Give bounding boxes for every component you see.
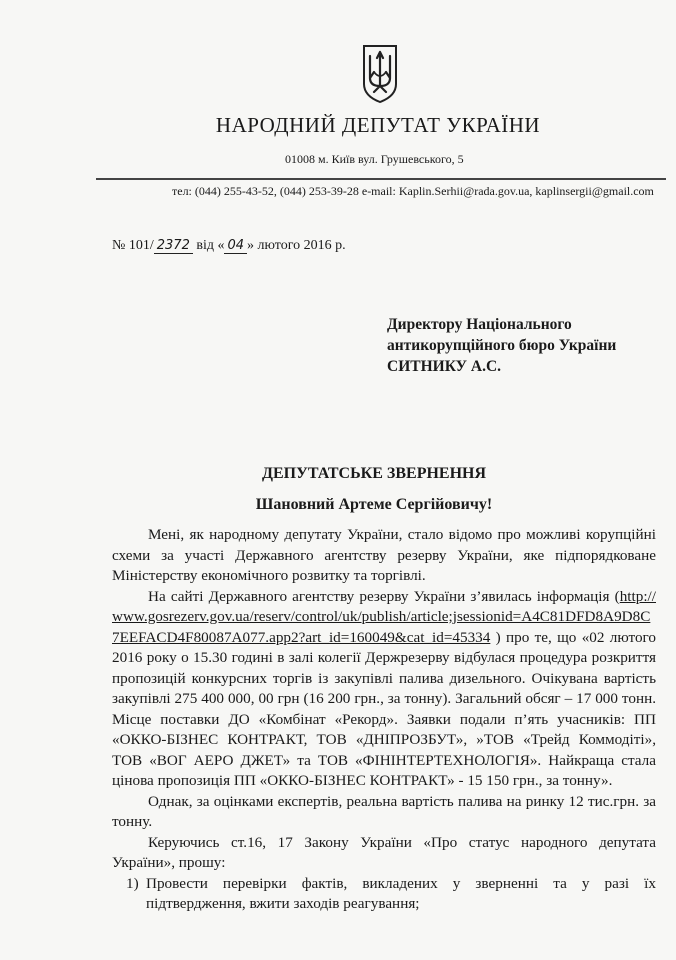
paragraph-text: ) про те, що «02 лютого 2016 року о 15.30 годині в залі колегії Держрезерву відбулася процедура розкриття пропозицій конкурсних торгів із закупівлі палива дизельного. Очікувана вартість закупівлі 275 400 000, 00 грн (16 200 грн., за тонну). Загальний обсяг – 17 000 тонн. Місце поставки ДО «Комбінат «Рекорд». Заявки подали п’ять учасників: ПП «ОККО-БІЗНЕС КОНТРАКТ, ТОВ «ДНІПРОЗБУТ», »ТОВ «Трейд Коммодіті», ТОВ «ВОГ АЕРО ДЖЕТ» та ТОВ «ФІНІНТЕРТЕХНОЛОГІЯ». Найкраща стала цінова пропозиція ПП «ОККО-БІЗНЕС КОНТРАКТ» - 15 150 грн., за тонну». — [112, 628, 656, 789]
addressee-name: СИТНИКУ А.С. — [387, 358, 502, 375]
paragraph: Керуючись ст.16, 17 Закону України «Про статус народного депутата України», прошу: — [112, 833, 656, 871]
paragraph: Мені, як народному депутату України, стало відомо про можливі корупційні схеми за участі Державного агентству резерву України, яке підпорядковане Міністерству економічного розвитку та торгівлі. — [112, 526, 656, 584]
reference-from: від « — [192, 238, 225, 253]
paragraph — [112, 587, 656, 792]
addressee-block — [387, 314, 616, 377]
letterhead-contacts: тел: (044) 255-43-52, (044) 253-39-28 e-mail: Kaplin.Serhii@rada.gov.ua, kaplinsergii@gmail.com — [172, 184, 654, 198]
addressee-line: антикорупційного бюро України — [387, 337, 617, 354]
list-item — [126, 874, 656, 915]
request-list — [112, 874, 656, 915]
paragraph-text: На сайті Державного агентству резерву України з’явилась інформація ( — [148, 587, 620, 605]
letterhead-address: 01008 м. Київ вул. Грушевського, 5 — [285, 152, 464, 166]
addressee-line: Директору Національного — [387, 316, 572, 333]
reference-prefix: № 101/ — [112, 238, 154, 253]
reference-date-rest: » лютого 2016 р. — [247, 238, 346, 253]
letter-body — [112, 525, 656, 915]
paragraph: Однак, за оцінками експертів, реальна вартість палива на ринку 12 тис.грн. за тонну. — [112, 792, 656, 830]
document-heading: ДЕПУТАТСЬКЕ ЗВЕРНЕННЯ — [261, 465, 487, 482]
outgoing-reference — [112, 238, 346, 254]
list-item-number: 1) — [126, 874, 139, 892]
list-item-text: Провести перевірки фактів, викладених у зверненні та у разі їх підтвердження, вжити заходів реагування; — [146, 874, 656, 912]
trident-emblem-icon — [360, 42, 400, 104]
reference-number: 2372 — [154, 238, 193, 254]
salutation: Шановний Артеме Сергійовичу! — [255, 496, 493, 513]
letterhead-title: НАРОДНИЙ ДЕПУТАТ УКРАЇНИ — [215, 113, 541, 137]
source-link[interactable]: http://www.gosrezerv.gov.ua/reserv/control/uk/publish/article;jsessionid=A4C81DFD8A9D8C7EEFACD4F80087A077.app2?art_id=160049&cat_id=45334 — [112, 587, 656, 646]
letterhead-divider — [96, 178, 666, 180]
reference-day: 04 — [224, 238, 247, 254]
